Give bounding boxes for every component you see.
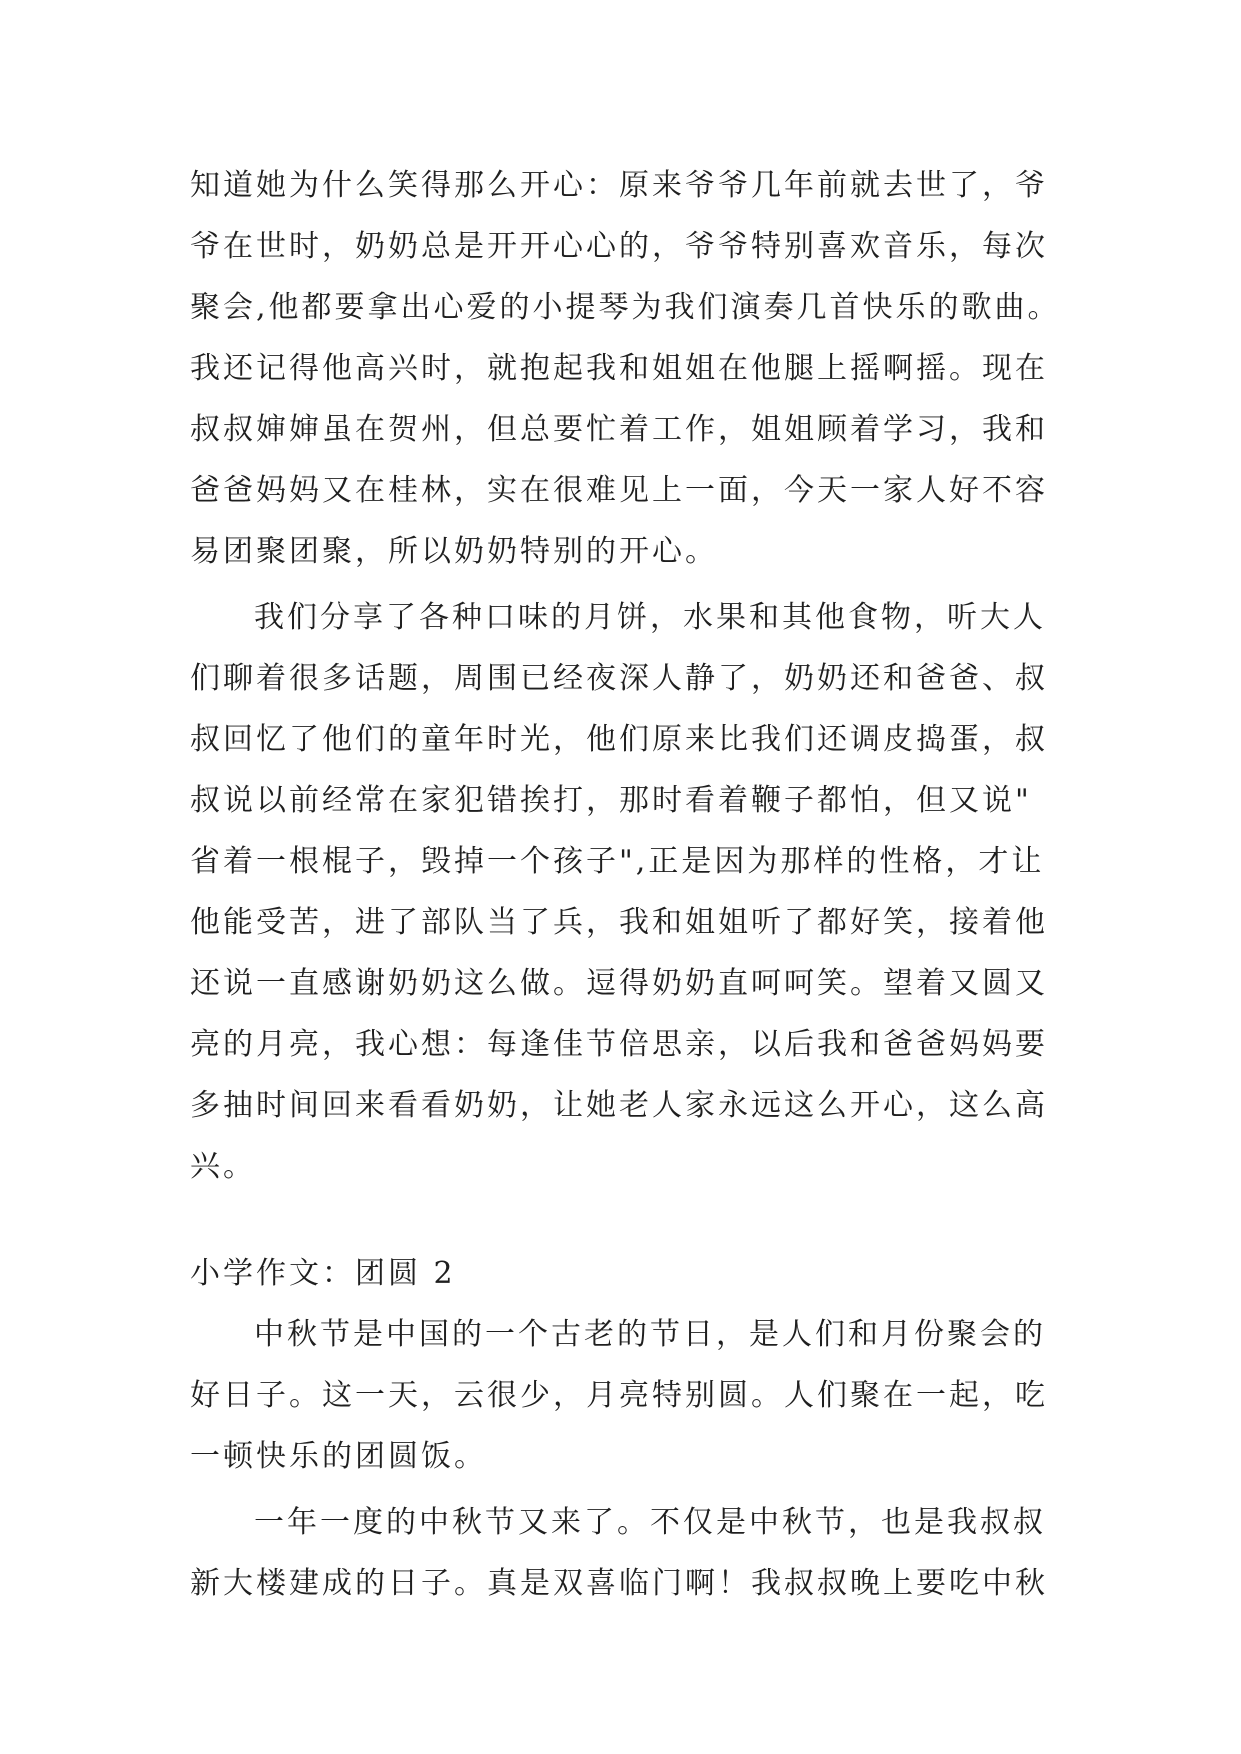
paragraph-line: 多抽时间回来看看奶奶，让她老人家永远这么开心，这么高: [190, 1088, 1048, 1123]
paragraph-line: 爷在世时，奶奶总是开开心心的，爷爷特别喜欢音乐，每次: [190, 229, 1048, 264]
paragraph-line: 聚会,他都要拿出心爱的小提琴为我们演奏几首快乐的歌曲。: [190, 290, 1061, 325]
paragraph-line: 叔回忆了他们的童年时光，他们原来比我们还调皮捣蛋，叔: [190, 722, 1048, 757]
paragraph-line: 还说一直感谢奶奶这么做。逗得奶奶直呵呵笑。望着又圆又: [190, 966, 1048, 1001]
paragraph-line: 好日子。这一天，云很少，月亮特别圆。人们聚在一起，吃: [190, 1378, 1048, 1413]
paragraph-line: 省着一根棍子，毁掉一个孩子",正是因为那样的性格，才让: [190, 844, 1045, 879]
paragraph-line: 我们分享了各种口味的月饼，水果和其他食物，听大人: [254, 600, 1046, 635]
paragraph-line: 易团聚团聚，所以奶奶特别的开心。: [190, 534, 718, 569]
paragraph-line: 爸爸妈妈又在桂林，实在很难见上一面，今天一家人好不容: [190, 473, 1048, 508]
paragraph-line: 新大楼建成的日子。真是双喜临门啊！我叔叔晚上要吃中秋: [190, 1566, 1048, 1601]
section-title: 小学作文：团圆 2: [190, 1256, 456, 1291]
paragraph-line: 知道她为什么笑得那么开心：原来爷爷几年前就去世了，爷: [190, 168, 1048, 203]
paragraph-line: 一顿快乐的团圆饭。: [190, 1439, 487, 1474]
paragraph-line: 中秋节是中国的一个古老的节日，是人们和月份聚会的: [254, 1317, 1046, 1352]
paragraph-line: 亮的月亮，我心想：每逢佳节倍思亲，以后我和爸爸妈妈要: [190, 1027, 1048, 1062]
paragraph-line: 叔叔婶婶虽在贺州，但总要忙着工作，姐姐顾着学习，我和: [190, 412, 1048, 447]
paragraph-line: 一年一度的中秋节又来了。不仅是中秋节，也是我叔叔: [254, 1505, 1046, 1540]
paragraph-line: 他能受苦，进了部队当了兵，我和姐姐听了都好笑，接着他: [190, 905, 1048, 940]
paragraph-line: 兴。: [190, 1149, 256, 1184]
paragraph-line: 叔说以前经常在家犯错挨打，那时看着鞭子都怕，但又说": [190, 783, 1032, 818]
paragraph-line: 我还记得他高兴时，就抱起我和姐姐在他腿上摇啊摇。现在: [190, 351, 1048, 386]
paragraph-line: 们聊着很多话题，周围已经夜深人静了，奶奶还和爸爸、叔: [190, 661, 1048, 696]
